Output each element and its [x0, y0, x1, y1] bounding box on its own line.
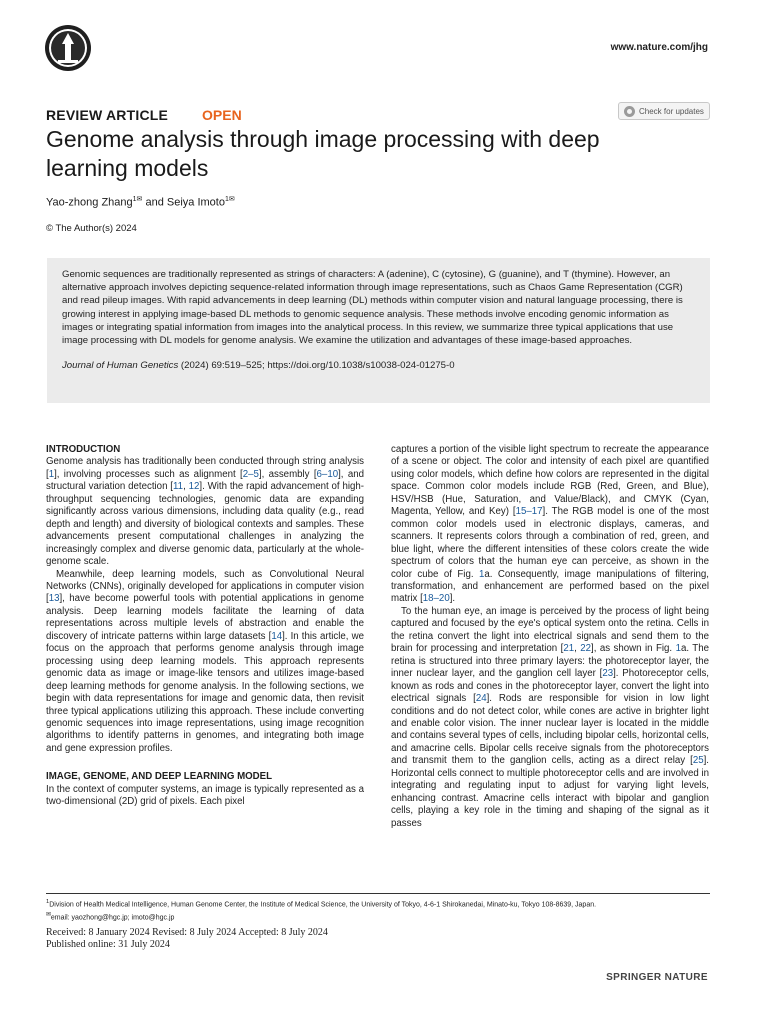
paragraph-text: a. The retina is structured into three primary layers: the photoreceptor layer, the inner nuclear layer, and the ganglion cell layer [: [391, 643, 709, 680]
abstract-text: Genomic sequences are traditionally represented as strings of characters: A (adenine), C (cytosine), G (guanine), and T (thymine). However, an alternative approach involves depicting sequence-related information through image representations, such as Chaos Game Representation (CGR) and read pileup images. With rapid advancements in deep learning (DL) methods within computer vision and natural language processing, there is growing interest in applying image-based DL methods to genomic sequence analysis. These methods involve encoding genomic information as images or integrating spatial information from images into the analytical process. In this review, we summarize three typical applications that use image processing with DL models for genome analysis. We examine the utilization and advantages of these image-based approaches.: [62, 269, 683, 347]
author-list: [46, 195, 235, 209]
paragraph-text: To the human eye, an image is perceived by the process of light being captured and focused by the eye's optical system onto the retina. Cells in the retina convert the light into electrical signals and send them to the brain for processing and interpretation [: [391, 605, 709, 655]
reference-link[interactable]: 22: [580, 643, 592, 655]
check-for-updates-icon: [624, 106, 635, 117]
reference-link[interactable]: 24: [475, 693, 487, 705]
reference-link[interactable]: 1: [48, 468, 55, 480]
paragraph-text: ]. With the rapid advancement of high-throughput sequencing technologies, genomic data are expanding significantly across various dimensions, including data quality (e.g., read depth and length) and diversity of biological contexts and samples. These advancements present computational challenges in analyzing the increasingly complex and diverse genomic data, particularly at the whole-genome scale.: [46, 481, 364, 568]
paragraph-text: ]. Horizontal cells connect to multiple photoreceptor cells and are involved in integrating and regulating input to adjust for varying light levels, enhancing contrast. Amacrine cells interact with bipolar and ganglion cells, playing a key role in the timing and shaping of the signal as it passes: [391, 755, 709, 829]
email-text[interactable]: email: yaozhong@hgc.jp; imoto@hgc.jp: [50, 914, 175, 922]
reference-link[interactable]: 12: [188, 481, 200, 493]
publication-dates: [46, 927, 328, 950]
author-affiliation-mark: 1✉: [224, 196, 235, 203]
check-for-updates-label: Check for updates: [639, 106, 704, 116]
paragraph: [46, 456, 364, 568]
paragraph: In the context of computer systems, an image is typically represented as a two-dimensional (2D) grid of pixels. Each pixel: [46, 783, 364, 808]
reference-link[interactable]: 6–10: [316, 468, 339, 480]
paragraph-text: Genome analysis has traditionally been conducted through string analysis [: [46, 456, 364, 480]
paragraph-text: ,: [574, 643, 581, 655]
abstract-box: [47, 258, 710, 403]
author-name[interactable]: Seiya Imoto: [166, 196, 225, 209]
paragraph-text: ]. In this article, we focus on the approach that performs genome analysis through image processing using deep learning models. This approach represents genomic data as image or image-like tensors and utilizes image-based deep learning methods for genome analysis. In the following sections, we begin with data representations for image and genomic data, then revisit three typical applications utilizing this approach. These include converting genomic sequences into image representations, using image recognition algorithms to identify patterns in genomes, and integrating both image and gene expression profiles.: [46, 630, 364, 754]
open-access-label: OPEN: [202, 107, 242, 123]
reference-link[interactable]: 18–20: [422, 593, 450, 605]
journal-url[interactable]: www.nature.com/jhg: [610, 42, 708, 53]
section-heading: IMAGE, GENOME, AND DEEP LEARNING MODEL: [46, 771, 273, 783]
footnote-divider: [46, 893, 710, 894]
paragraph: [391, 444, 709, 606]
publisher-logo: SPRINGER NATURE: [606, 972, 708, 983]
affiliation-mark: 1: [46, 899, 50, 905]
copyright-notice: © The Author(s) 2024: [46, 223, 137, 234]
society-seal-logo: [44, 24, 92, 72]
affiliation-text: Division of Health Medical Intelligence, Human Genome Center, the Institute of Medical Science, the University of Tokyo, 4-6-1 Shirokanedai, Minato-ku, Tokyo 108-8639, Japan.: [49, 901, 597, 909]
article-type-label: REVIEW ARTICLE: [46, 107, 169, 123]
paragraph-text: ]. Photoreceptor cells, known as rods and cones in the photoreceptor layer, convert the light into electrical signals [: [391, 668, 709, 705]
paragraph-text: ]. The RGB model is one of the most common color models used in electronic displays, cameras, and scanners. It represents colors through a combination of red, green, and blue light, where the different intensities of these colors create the wide spectrum of colors that the human eye can perceive, as shown in the color cube of Fig.: [391, 506, 710, 580]
paragraph-text: captures a portion of the visible light spectrum to recreate the appearance of a scene or object. The color and intensity of each pixel are quantified using color models, which define how colors are represented in the digital space. Common color models include RGB (Red, Green, and Blue), HSV/HSB (Hue, Saturation, and Value/Black), and CMYK (Cyan, Magenta, Yellow, and Key) [: [391, 444, 709, 518]
article-title: Genome analysis through image processing with deep learning models: [46, 126, 600, 181]
paragraph: [391, 606, 709, 830]
reference-link[interactable]: 25: [692, 755, 704, 767]
paragraph-text: ], assembly [: [258, 468, 317, 480]
check-for-updates-button[interactable]: [618, 102, 710, 120]
paragraph-text: ,: [183, 481, 189, 493]
paragraph-text: ].: [449, 593, 456, 605]
paragraph-text: ], as shown in Fig.: [591, 643, 676, 655]
paragraph-text: Meanwhile, deep learning models, such as Convolutional Neural Networks (CNNs), originally developed for applications in computer vision [: [46, 568, 364, 605]
citation-line: [62, 360, 696, 371]
reference-link[interactable]: 23: [602, 668, 614, 680]
body-column-left: [46, 444, 364, 809]
received-dates: Received: 8 January 2024 Revised: 8 July 2024 Accepted: 8 July 2024: [46, 927, 328, 938]
reference-link[interactable]: 13: [48, 593, 60, 605]
reference-link[interactable]: 2–5: [242, 468, 259, 480]
paragraph-text: ], have become powerful tools with potential applications in genome analysis. Deep learning models facilitate the learning of data representations across multiple levels of abstraction and enable the discovery of intricate patterns within large datasets [: [46, 593, 364, 642]
published-date: Published online: 31 July 2024: [46, 938, 170, 950]
citation-details[interactable]: (2024) 69:519–525; https://doi.org/10.1038/s10038-024-01275-0: [178, 360, 455, 372]
reference-link[interactable]: 1: [478, 568, 485, 580]
paragraph-text: ], and structural variation detection [: [46, 468, 364, 493]
paragraph-text: ]. Rods are responsible for vision in low light conditions and do not detect color, while cones are active in brighter light and enable color vision. The inner nuclear layer is located in the middle and contains several types of cells, including bipolar cells, horizontal cells, and amacrine cells. Bipolar cells receive signals from the photoreceptors and transmit them to the ganglion cells, acting as a direct relay [: [391, 693, 709, 767]
email-icon: ✉: [46, 912, 51, 919]
paragraph: [46, 569, 364, 756]
author-separator: and: [142, 196, 167, 209]
body-column-right: [391, 444, 709, 830]
section-heading: INTRODUCTION: [46, 444, 121, 455]
reference-link[interactable]: 21: [563, 643, 575, 655]
paragraph-text: a. Consequently, image manipulations of filtering, transformation, and enhancement are performed based on the pixel matrix [: [391, 568, 710, 605]
affiliation-footnote: [46, 897, 726, 924]
paragraph-text: ], involving processes such as alignment [: [54, 468, 243, 480]
reference-link[interactable]: 14: [271, 630, 283, 642]
journal-name: Journal of Human Genetics: [62, 360, 179, 372]
reference-link[interactable]: 1: [675, 643, 681, 655]
reference-link[interactable]: 15–17: [515, 506, 543, 518]
author-affiliation-mark: 1✉: [132, 196, 143, 203]
author-name[interactable]: Yao-zhong Zhang: [46, 196, 133, 209]
reference-link[interactable]: 11: [173, 481, 184, 493]
